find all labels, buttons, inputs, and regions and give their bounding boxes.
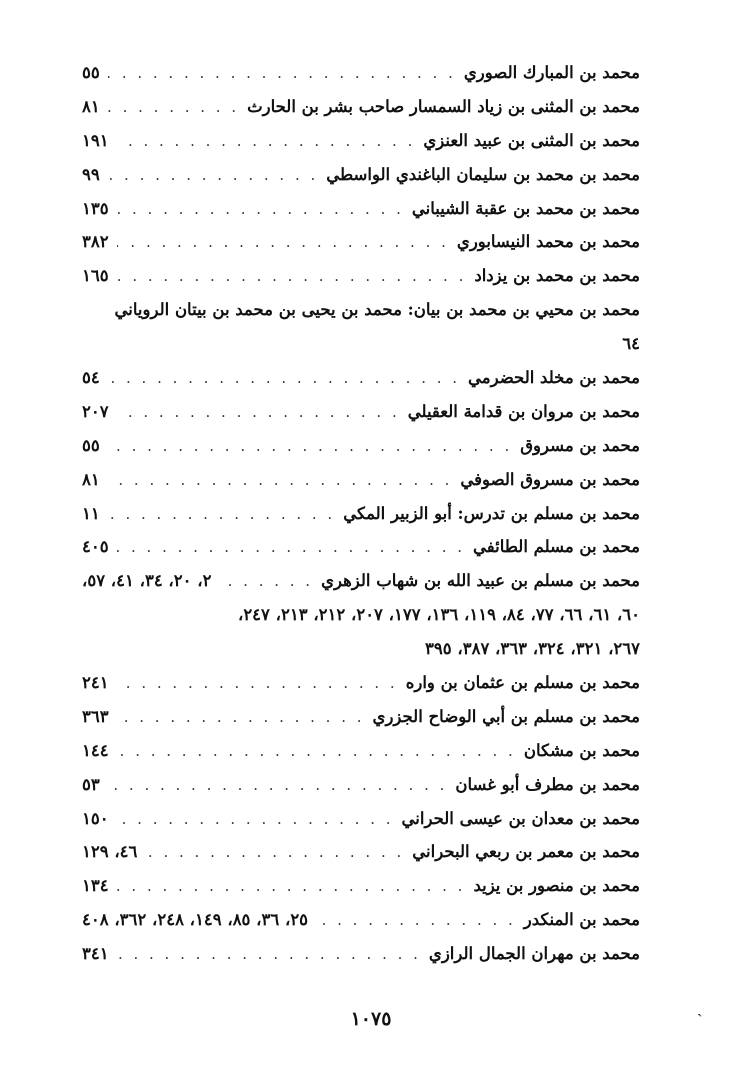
index-entry xyxy=(82,361,640,395)
page-number: ١٠٧٥ xyxy=(350,1008,392,1030)
index-entry xyxy=(82,259,640,293)
entry-pages: ٩٩ xyxy=(82,164,100,184)
leader-dots xyxy=(117,803,394,837)
entry-name: محمد بن محمد بن عقبة الشيباني xyxy=(411,198,640,218)
index-entry xyxy=(82,835,640,869)
leader-dots xyxy=(117,125,416,159)
entry-pages: ١٥٠ xyxy=(82,808,109,828)
entry-pages: ٥٣ xyxy=(82,774,100,794)
entry-pages: ٥٥ xyxy=(82,63,100,82)
leader-dots xyxy=(117,938,421,972)
entry-name: محمد بن محمد النيسابوري xyxy=(456,232,640,252)
index-entry xyxy=(82,802,640,836)
index-entry xyxy=(82,700,640,734)
entry-name: محمد بن مسلم بن أبي الوضاح الجزري xyxy=(372,706,640,726)
leader-dots xyxy=(219,565,313,599)
entry-name: محمد بن مسلم بن عبيد الله بن شهاب الزهري xyxy=(321,571,640,591)
index-entry xyxy=(82,666,640,700)
index-entry xyxy=(82,90,640,124)
index-entry xyxy=(82,56,640,90)
leader-dots xyxy=(108,769,448,803)
leader-dots xyxy=(117,735,516,769)
entry-pages-continuation: ٢٦٧، ٣٢١، ٣٢٤، ٣٦٣، ٣٨٧، ٣٩٥ xyxy=(425,639,640,659)
entry-name: محمد بن منصور بن يزيد xyxy=(473,876,640,896)
leader-dots xyxy=(117,260,467,294)
leader-dots xyxy=(108,464,453,498)
entry-name: محمد بن محمد بن سليمان الباغندي الواسطي xyxy=(326,164,640,184)
entry-name: محمد بن مسلم بن تدرس: أبو الزبير المكي xyxy=(343,503,640,523)
leader-dots xyxy=(108,430,513,464)
entry-pages: ٨١ xyxy=(82,96,100,116)
entry-pages-continuation: ٦٠، ٦١، ٦٦، ٧٧، ٨٤، ١١٩، ١٣٦، ١٧٧، ٢٠٧، ٢١٢، ٢١٣، ٢٤٧، xyxy=(237,605,640,625)
index-entry xyxy=(82,463,640,497)
leader-dots xyxy=(117,870,466,904)
stray-mark: ˎ xyxy=(697,998,703,1017)
entry-name: محمد بن المثنى بن زياد السمسار صاحب بشر بن الحارث xyxy=(247,96,640,116)
entry-name: محمد بن مسلم الطائفي xyxy=(473,537,640,557)
index-entry xyxy=(82,869,640,903)
index-list xyxy=(82,56,640,971)
entry-name: محمد بن مشكان xyxy=(523,740,640,760)
entry-name: محمد بن مخلد الحضرمي xyxy=(468,368,640,388)
leader-dots xyxy=(108,159,319,193)
entry-pages: ٤٠٥ xyxy=(82,537,109,557)
leader-dots xyxy=(108,498,335,532)
entry-pages: ٥٥ xyxy=(82,435,100,455)
index-entry xyxy=(82,497,640,531)
entry-pages: ١١ xyxy=(82,503,100,523)
entry-name: محمد بن محمد بن يزداد xyxy=(474,266,640,286)
entry-pages: ٢٥، ٣٦، ٨٥، ١٤٩، ٢٤٨، ٣٦٢، ٤٠٨ xyxy=(82,910,309,930)
index-entry xyxy=(82,225,640,259)
entry-name: محمد بن مهران الجمال الرازي xyxy=(428,944,640,964)
leader-dots xyxy=(108,362,460,396)
index-entry xyxy=(82,768,640,802)
index-entry xyxy=(82,734,640,768)
entry-pages: ٤٦، ١٢٩ xyxy=(82,842,138,862)
index-entry xyxy=(82,903,640,937)
entry-pages: ٢٠٧ xyxy=(82,401,109,421)
entry-pages: ٣٤١ xyxy=(82,944,109,964)
entry-name: محمد بن معمر بن ربعي البحراني xyxy=(412,842,640,862)
leader-dots xyxy=(117,701,365,735)
entry-pages: ١٩١ xyxy=(82,130,109,150)
leader-dots xyxy=(117,667,398,701)
entry-name: محمد بن مسلم بن عثمان بن واره xyxy=(405,673,640,693)
leader-dots xyxy=(117,193,404,227)
index-entry xyxy=(82,158,640,192)
entry-pages: ٣٦٣ xyxy=(82,706,109,726)
leader-dots xyxy=(145,836,404,870)
entry-pages-continuation: ٦٤ xyxy=(622,334,640,354)
leader-dots xyxy=(117,396,400,430)
entry-pages: ١٣٤ xyxy=(82,876,109,896)
leader-dots xyxy=(117,531,465,565)
entry-pages: ٢، ٢٠، ٣٤، ٤١، ٥٧، xyxy=(82,571,212,591)
entry-name: محمد بن المثنى بن عبيد العنزي xyxy=(423,130,640,150)
entry-pages: ٣٨٢ xyxy=(82,232,109,252)
entry-name: محمد بن المنكدر xyxy=(523,910,640,930)
entry-pages: ١٣٥ xyxy=(82,198,109,218)
entry-pages: ٨١ xyxy=(82,469,100,489)
index-entry xyxy=(82,395,640,429)
leader-dots xyxy=(316,904,516,938)
index-entry xyxy=(82,429,640,463)
index-entry xyxy=(82,192,640,226)
index-entry xyxy=(82,530,640,564)
entry-name: محمد بن معدان بن عيسى الحراني xyxy=(401,808,640,828)
index-entry xyxy=(82,564,640,598)
leader-dots xyxy=(108,57,456,91)
entry-pages: ١٤٤ xyxy=(82,740,109,760)
entry-name: محمد بن محيي بن محمد بن بيان: محمد بن يحيى بن محمد بن بيتان الروياني xyxy=(114,300,640,320)
index-entry xyxy=(82,124,640,158)
leader-dots xyxy=(117,226,449,260)
index-entry xyxy=(82,937,640,971)
entry-name: محمد بن مسروق xyxy=(520,435,640,455)
entry-name: محمد بن مطرف أبو غسان xyxy=(455,774,640,794)
leader-dots xyxy=(108,91,239,125)
entry-pages: ٥٤ xyxy=(82,368,100,388)
entry-pages: ١٦٥ xyxy=(82,266,109,286)
entry-name: محمد بن مروان بن قدامة العقيلي xyxy=(407,401,640,421)
entry-name: محمد بن المبارك الصوري xyxy=(463,63,640,82)
entry-pages: ٢٤١ xyxy=(82,673,109,693)
index-entry xyxy=(82,293,640,327)
entry-name: محمد بن مسروق الصوفي xyxy=(460,469,640,489)
